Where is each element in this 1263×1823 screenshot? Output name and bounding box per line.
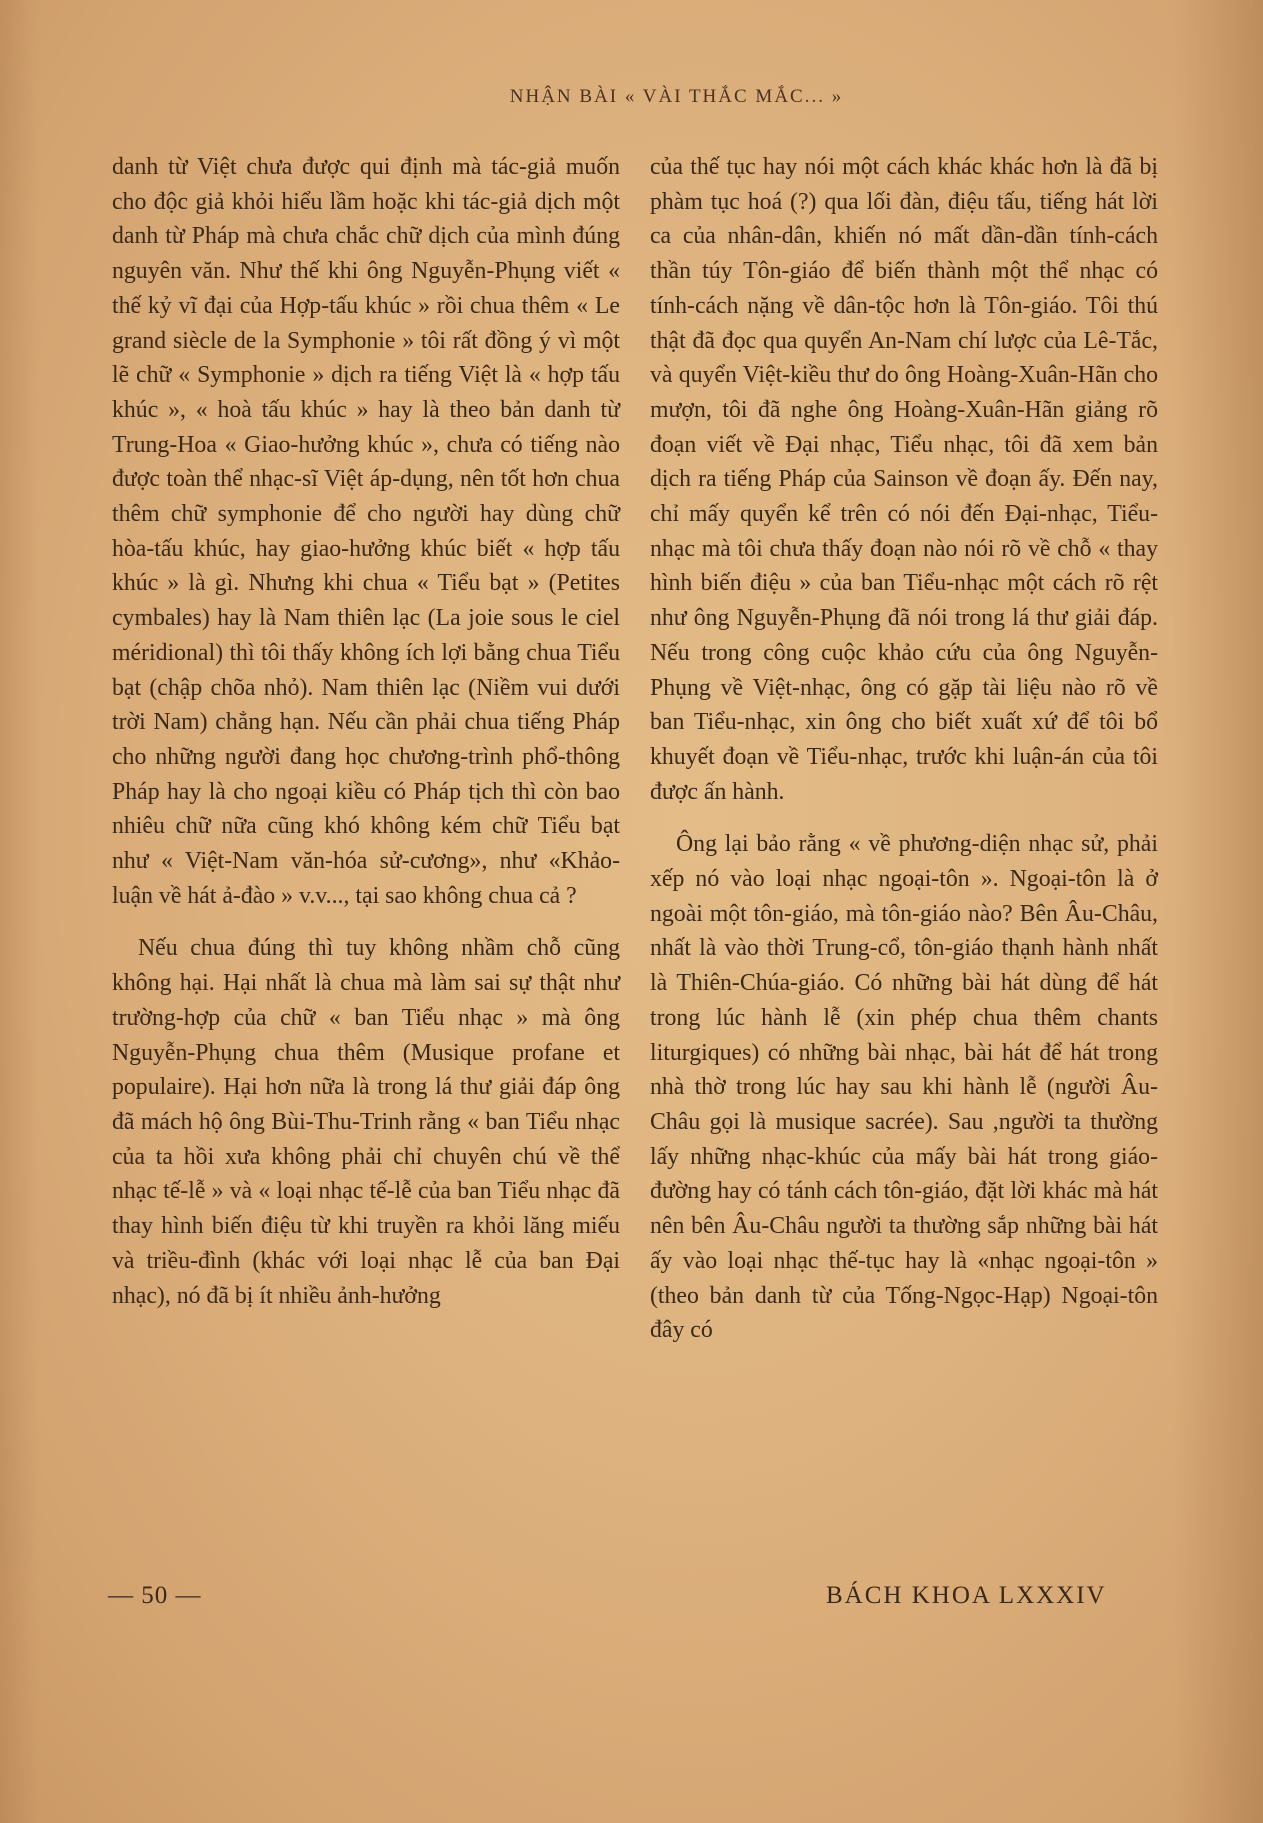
journal-title: BÁCH KHOA LXXXIV [826,1582,1107,1609]
page-edge-shadow-left [0,0,40,1823]
left-paragraph-2: Nếu chua đúng thì tuy không nhầm chỗ cũng không hại. Hại nhất là chua mà làm sai sự thật như trường-hợp của chữ « ban Tiểu nhạc » mà ông Nguyễn-Phụng chua thêm (Musique profane et populaire). Hại hơn nữa là trong lá thư giải đáp ông đã mách hộ ông Bùi-Thu-Trinh rằng « ban Tiểu nhạc của ta hồi xưa không phải chỉ chuyên chú về thể nhạc tế-lễ » và « loại nhạc tế-lễ của ban Tiểu nhạc đã thay hình biến điệu từ khi truyền ra khỏi lăng miếu và triều-đình (khác với loại nhạc lễ của ban Đại nhạc), nó đã bị ít nhiều ảnh-hưởng [112,935,620,1309]
running-header: NHẬN BÀI « VÀI THẮC MẮC... » [509,86,844,107]
right-paragraph-1: của thế tục hay nói một cách khác khác hơn là đã bị phàm tục hoá (?) qua lối đàn, điệu tấu, tiếng hát lời ca của nhân-dân, khiến nó mất dần-dần tính-cách thần túy Tôn-giáo để biến thành một thể nhạc có tính-cách nặng về dân-tộc hơn là Tôn-giáo. Tôi thú thật đã đọc qua quyển An-Nam chí lược của Lê-Tắc, và quyển Việt-kiều thư do ông Hoàng-Xuân-Hãn cho mượn, tôi đã nghe ông Hoàng-Xuân-Hãn giảng rõ đoạn viết về Đại nhạc, Tiểu nhạc, tôi đã xem bản dịch ra tiếng Pháp của Sainson về đoạn ấy. Đến nay, chỉ mấy quyển kể trên có nói đến Đại-nhạc, Tiểu-nhạc mà tôi chưa thấy đoạn nào nói rõ về chỗ « thay hình biến điệu » của ban Tiểu-nhạc một cách rõ rệt như ông Nguyễn-Phụng đã nói trong lá thư giải đáp. Nếu trong công cuộc khảo cứu của ông Nguyễn-Phụng về Việt-nhạc, ông có gặp tài liệu nào rõ về ban Tiểu-nhạc, xin ông cho biết xuất xứ để tôi bổ khuyết đoạn về Tiểu-nhạc, trước khi luận-án của tôi được ấn hành. [650,154,1158,805]
right-column [650,150,1158,1348]
left-paragraph-1: danh từ Việt chưa được qui định mà tác-giả muốn cho độc giả khỏi hiểu lầm hoặc khi tác-giả dịch một danh từ Pháp mà chưa chắc chữ dịch của mình đúng nguyên văn. Như thế khi ông Nguyễn-Phụng viết « thế kỷ vĩ đại của Hợp-tấu khúc » rồi chua thêm « Le grand siècle de la Symphonie » tôi rất đồng ý vì một lẽ chữ « Symphonie » dịch ra tiếng Việt là « hợp tấu khúc », « hoà tấu khúc » hay là theo bản danh từ Trung-Hoa « Giao-hưởng khúc », chưa có tiếng nào được toàn thể nhạc-sĩ Việt áp-dụng, nên tốt hơn chua thêm chữ symphonie để cho người hay dùng chữ hòa-tấu khúc, hay giao-hưởng khúc biết « hợp tấu khúc » là gì. Nhưng khi chua « Tiểu bạt » (Petites cymbales) hay là Nam thiên lạc (La joie sous le ciel méridional) thì tôi thấy không ích lợi bằng chua Tiểu bạt (chập chõa nhỏ). Nam thiên lạc (Niềm vui dưới trời Nam) chẳng hạn. Nếu cần phải chua tiếng Pháp cho những người đang học chương-trình phổ-thông Pháp hay là cho ngoại kiều có Pháp tịch thì còn bao nhiêu chữ nữa cũng khó không kém chữ Tiểu bạt như « Việt-Nam văn-hóa sử-cương», như «Khảo-luận về hát ả-đào » v.v..., tại sao không chua cả ? [112,154,620,909]
page-edge-shadow-right [1173,0,1263,1823]
right-paragraph-2: Ông lại bảo rằng « về phương-diện nhạc sử, phải xếp nó vào loại nhạc ngoại-tôn ». Ngoại-tôn là ở ngoài một tôn-giáo, mà tôn-giáo nào? Bên Âu-Châu, nhất là vào thời Trung-cổ, tôn-giáo thạnh hành nhất là Thiên-Chúa-giáo. Có những bài hát dùng để hát trong lúc hành lễ (xin phép chua thêm chants liturgiques) có những bài nhạc, bài hát để hát trong nhà thờ trong lúc hay sau khi hành lễ (người Âu-Châu gọi là musique sacrée). Sau ,người ta thường lấy những nhạc-khúc của mấy bài hát trong giáo-đường hay có tánh cách tôn-giáo, đặt lời khác mà hát nên bên Âu-Châu người ta thường sắp những bài hát ấy vào loại nhạc thế-tục hay là «nhạc ngoại-tôn » (theo bản danh từ của Tống-Ngọc-Hạp) Ngoại-tôn đây có [650,831,1158,1344]
left-column [112,150,620,1313]
page-number: — 50 — [108,1582,202,1609]
